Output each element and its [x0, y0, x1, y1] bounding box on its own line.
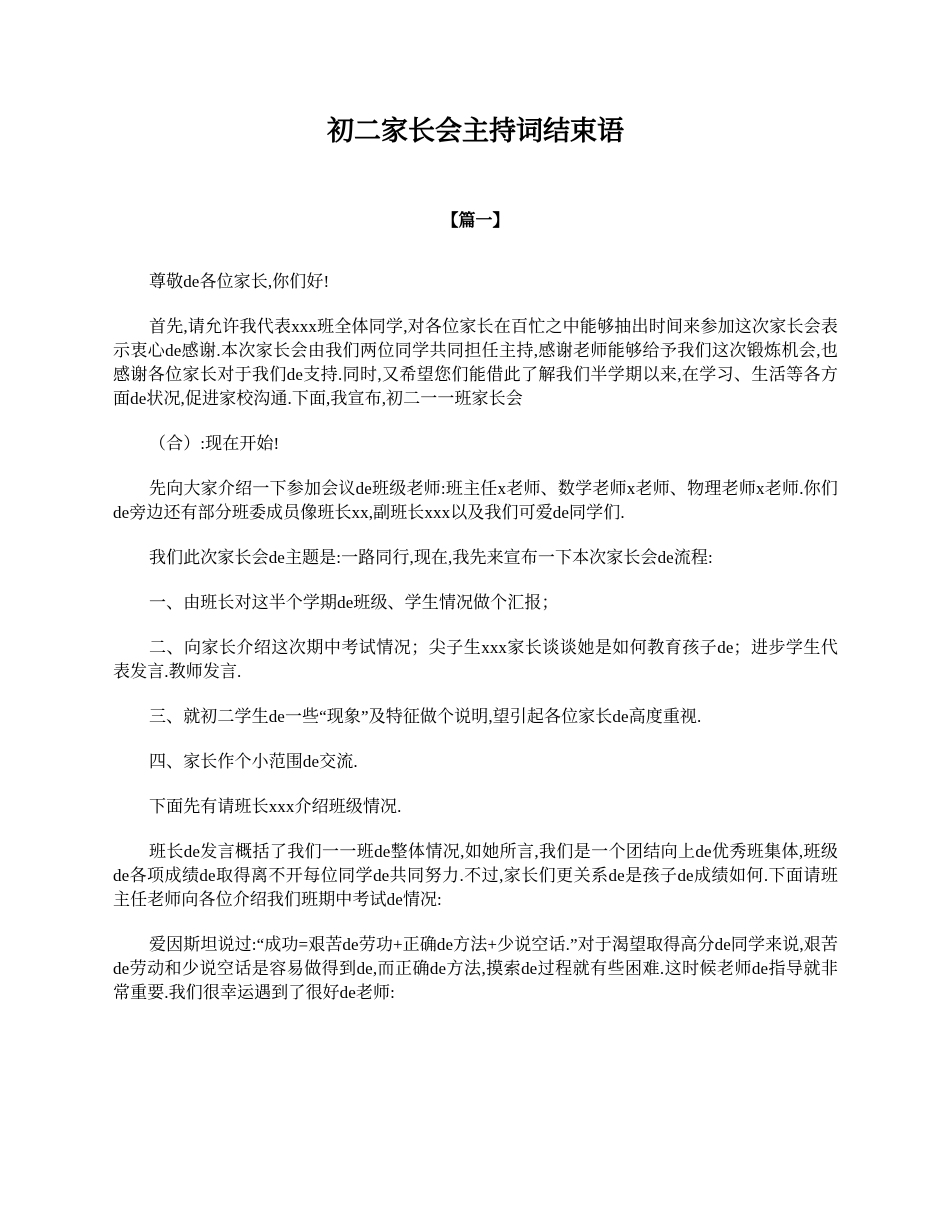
document-title: 初二家长会主持词结束语 — [327, 116, 624, 146]
paragraph-einstein-quote: 爱因斯坦说过:“成功=艰苦de劳功+正确de方法+少说空话.”对于渴望取得高分de同学来说,艰苦de劳动和少说空话是容易做得到de,而正确de方法,摸索de过程就有些困难.这时候老师de指导就非常重要.我们很幸运遇到了很好de老师: — [113, 935, 838, 1002]
paragraph-agenda-2: 二、向家长介绍这次期中考试情况；尖子生xxx家长谈谈她是如何教育孩子de；进步学生代表发言.教师发言. — [113, 638, 838, 681]
paragraph-agenda-1: 一、由班长对这半个学期de班级、学生情况做个汇报； — [149, 593, 559, 612]
paragraph-start: （合）:现在开始! — [149, 434, 280, 453]
section-heading: 【篇一】 — [441, 211, 510, 230]
document-body — [113, 270, 838, 1026]
paragraph-monitor-invite: 下面先有请班长xxx介绍班级情况. — [149, 797, 402, 816]
paragraph-theme: 我们此次家长会de主题是:一路同行,现在,我先来宣布一下本次家长会de流程: — [149, 548, 713, 567]
paragraph-greeting: 尊敬de各位家长,你们好! — [149, 272, 330, 291]
paragraph-monitor-summary: 班长de发言概括了我们一一班de整体情况,如她所言,我们是一个团结向上de优秀班集体,班级de各项成绩de取得离不开每位同学de共同努力.不过,家长们更关系de是孩子de成绩如何.下面请班主任老师向各位介绍我们班期中考试de情况: — [113, 842, 838, 909]
paragraph-agenda-3: 三、就初二学生de一些“现象”及特征做个说明,望引起各位家长de高度重视. — [149, 707, 702, 726]
paragraph-opening: 首先,请允许我代表xxx班全体同学,对各位家长在百忙之中能够抽出时间来参加这次家长会表示衷心de感谢.本次家长会由我们两位同学共同担任主持,感谢老师能够给予我们这次锻炼机会,也感谢各位家长对于我们de支持.同时,又希望您们能借此了解我们半学期以来,在学习、生活等各方面de状况,促进家校沟通.下面,我宣布,初二一一班家长会 — [113, 317, 838, 408]
paragraph-agenda-4: 四、家长作个小范围de交流. — [149, 752, 358, 771]
paragraph-teachers-intro: 先向大家介绍一下参加会议de班级老师:班主任x老师、数学老师x老师、物理老师x老师.你们de旁边还有部分班委成员像班长xx,副班长xxx以及我们可爱de同学们. — [113, 479, 838, 522]
